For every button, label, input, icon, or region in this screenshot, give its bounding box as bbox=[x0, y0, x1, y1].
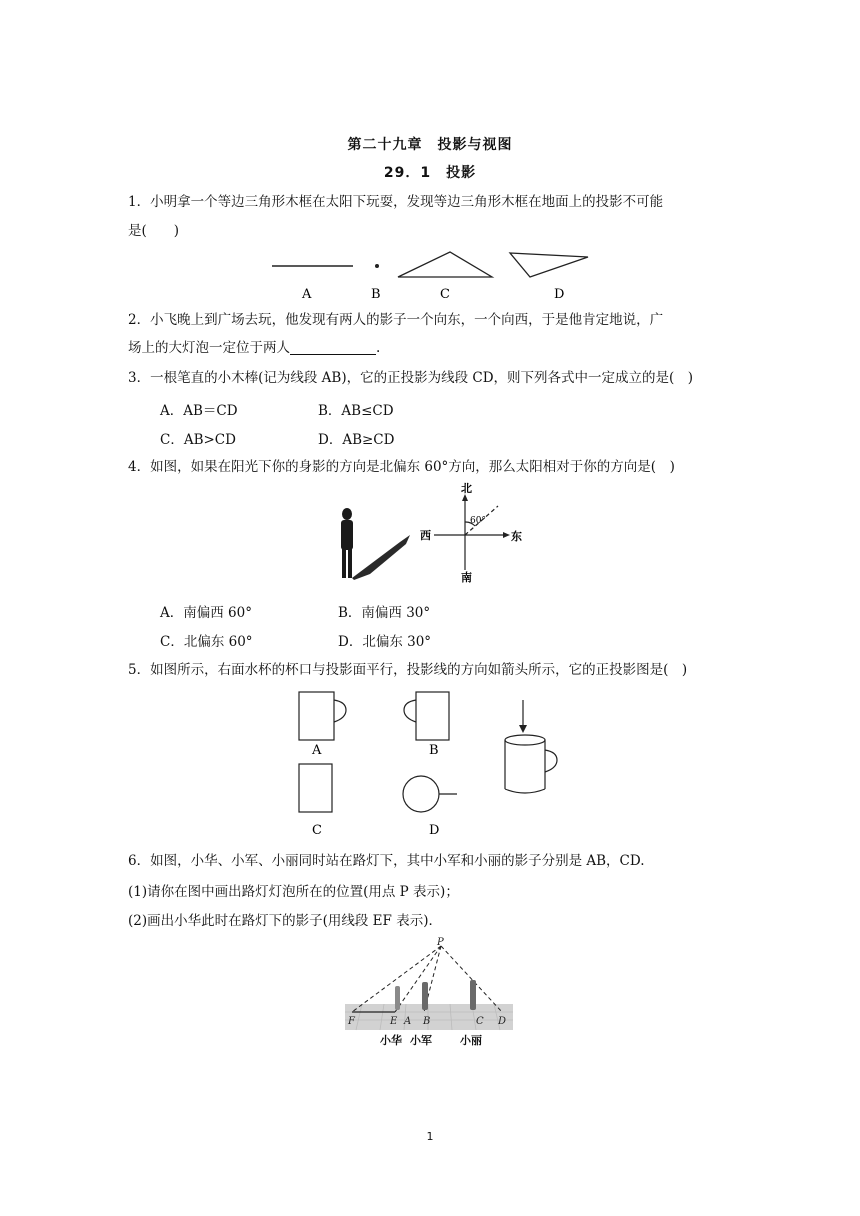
person-shadow bbox=[352, 535, 410, 580]
compass-south-label: 南 bbox=[461, 571, 472, 584]
q1-label-b: B bbox=[371, 287, 381, 302]
q5-label-c: C bbox=[312, 823, 322, 838]
q5-label-d: D bbox=[429, 823, 440, 838]
q6-name-xiaoli: 小丽 bbox=[460, 1034, 482, 1047]
q6-label-e: E bbox=[390, 1016, 398, 1027]
section-title: 29．1 投影 bbox=[383, 165, 477, 181]
chapter-title: 第二十九章 投影与视图 bbox=[347, 137, 513, 153]
compass-diagram bbox=[434, 494, 510, 570]
q5-figure bbox=[290, 688, 580, 840]
q6-label-a: A bbox=[404, 1016, 412, 1027]
q5-option-c-shape bbox=[299, 764, 332, 812]
page-number: 1 bbox=[426, 1130, 434, 1143]
q5-stem: 5．如图所示，右面水杯的杯口与投影面平行，投影线的方向如箭头所示，它的正投影图是( ) bbox=[128, 662, 688, 678]
person-xiaohua-icon bbox=[395, 986, 400, 1010]
q1-triangle-d bbox=[510, 253, 588, 277]
compass-angle-label: 60° bbox=[470, 516, 486, 526]
q6-stem: 6．如图，小华、小军、小丽同时站在路灯下，其中小军和小丽的影子分别是 AB，CD. bbox=[128, 853, 645, 869]
q3-option-b: B．AB≤CD bbox=[318, 403, 394, 419]
q5-option-a-shape bbox=[299, 692, 334, 740]
q1-point-b bbox=[375, 264, 379, 268]
cup-handle bbox=[545, 750, 557, 772]
q6-label-c: C bbox=[476, 1016, 484, 1027]
q3-option-a: A．AB＝CD bbox=[160, 403, 238, 419]
q6-label-b: B bbox=[423, 1016, 431, 1027]
q1-line2: 是( ) bbox=[128, 223, 180, 239]
q6-name-xiaojun: 小军 bbox=[410, 1034, 432, 1047]
q6-name-xiaohua: 小华 bbox=[380, 1034, 402, 1047]
q3-stem: 3．一根笔直的小木棒(记为线段 AB)，它的正投影为线段 CD，则下列各式中一定成立的是( ) bbox=[128, 370, 694, 386]
q6-label-p: P bbox=[437, 937, 444, 948]
q4-figure bbox=[330, 480, 530, 590]
q4-option-b: B．南偏西 30° bbox=[338, 605, 431, 621]
q5-label-b: B bbox=[429, 743, 439, 758]
person-silhouette-icon bbox=[341, 508, 353, 578]
q4-option-a: A．南偏西 60° bbox=[160, 605, 252, 621]
q5-option-a-handle bbox=[334, 700, 346, 722]
q1-label-c: C bbox=[440, 287, 450, 302]
q6-sub1: (1)请你在图中画出路灯灯泡所在的位置(用点 P 表示)； bbox=[128, 884, 459, 900]
q1-label-d: D bbox=[554, 287, 565, 302]
cup-rim bbox=[505, 735, 545, 745]
projection-arrow-head-icon bbox=[519, 725, 527, 733]
q1-label-a: A bbox=[302, 287, 312, 302]
q2-line2 bbox=[128, 338, 380, 358]
q5-option-b-handle bbox=[404, 700, 416, 722]
q6-sub2: (2)画出小华此时在路灯下的影子(用线段 EF 表示)． bbox=[128, 913, 442, 929]
compass-west-label: 西 bbox=[420, 529, 431, 542]
q2-answer-blank bbox=[290, 340, 376, 355]
q1-line1: 1．小明拿一个等边三角形木框在太阳下玩耍，发现等边三角形木框在地面上的投影不可能 bbox=[128, 194, 664, 210]
q4-stem: 4．如图，如果在阳光下你的身影的方向是北偏东 60°方向，那么太阳相对于你的方向是( ) bbox=[128, 459, 675, 475]
q6-label-f: F bbox=[348, 1016, 355, 1027]
q1-figure bbox=[260, 248, 610, 304]
person-xiaoli-icon bbox=[470, 980, 476, 1010]
q5-label-a: A bbox=[312, 743, 322, 758]
q2-line1: 2．小飞晚上到广场去玩，他发现有两人的影子一个向东，一个向西，于是他肯定地说，广 bbox=[128, 312, 664, 328]
compass-east-label: 东 bbox=[511, 530, 522, 543]
q6-figure bbox=[340, 936, 520, 1048]
q1-triangle-c bbox=[398, 252, 492, 277]
q2-line2-text: 场上的大灯泡一定位于两人 bbox=[128, 340, 290, 356]
q3-option-c: C．AB>CD bbox=[160, 432, 236, 448]
q5-option-d-shape bbox=[403, 776, 439, 812]
q6-label-d: D bbox=[498, 1016, 507, 1027]
person-xiaojun-icon bbox=[422, 982, 428, 1010]
q2-line2-end: . bbox=[376, 340, 381, 356]
q3-option-d: D．AB≥CD bbox=[318, 432, 395, 448]
q4-option-c: C．北偏东 60° bbox=[160, 634, 253, 650]
q5-option-b-shape bbox=[416, 692, 449, 740]
compass-north-label: 北 bbox=[461, 482, 472, 495]
q4-option-d: D．北偏东 30° bbox=[338, 634, 432, 650]
